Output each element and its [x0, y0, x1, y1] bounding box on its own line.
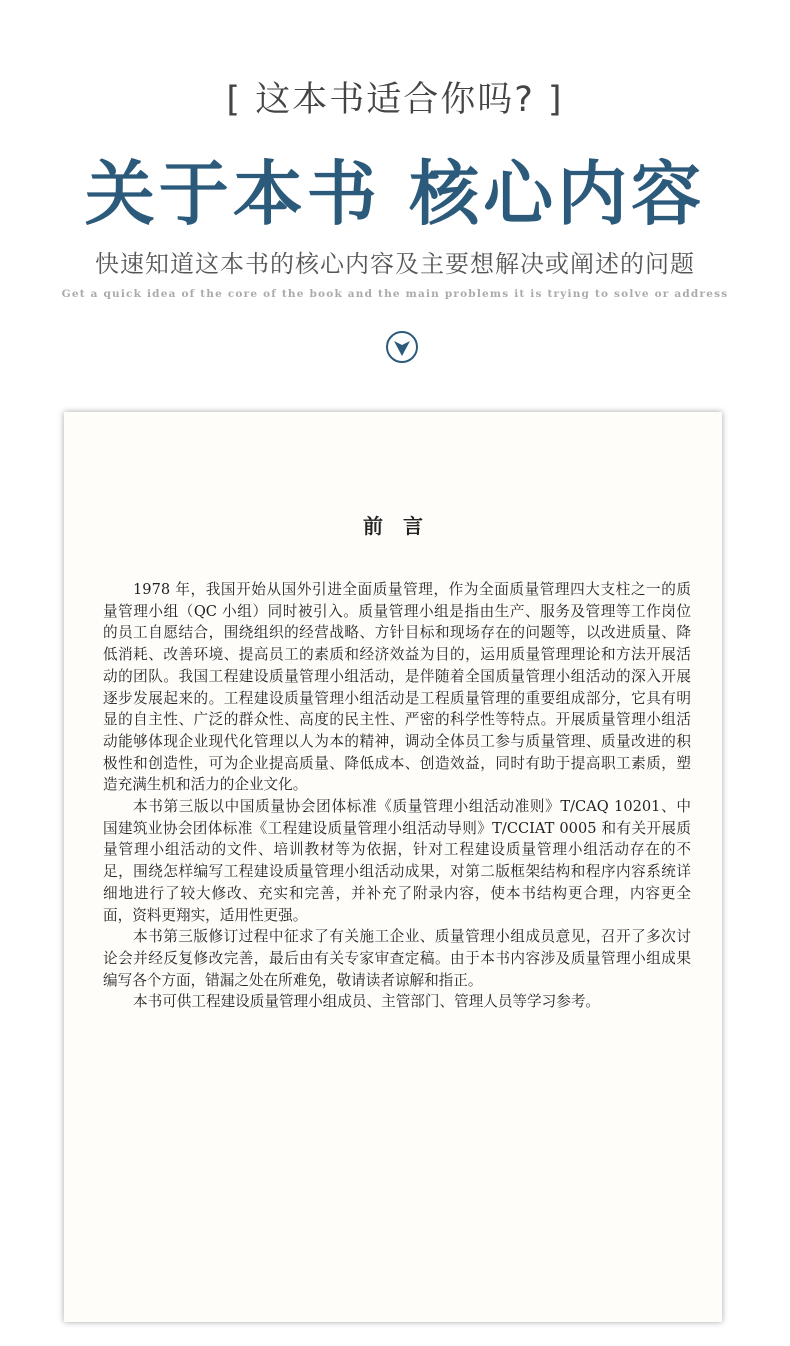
text-line: 本书第三版修订过程中征求了有关施工企业、质量管理小组成员意见，召开了多次讨	[133, 928, 691, 946]
text-line: 动的团队。我国工程建设质量管理小组活动，是伴随着全国质量管理小组活动的深入开展	[103, 667, 691, 685]
text-line: 细地进行了较大修改、充实和完善，并补充了附录内容，使本书结构更合理，内容更全	[103, 884, 691, 902]
text-line: 量管理小组活动的文件、培训教材等为依据，针对工程建设质量管理小组活动存在的不	[103, 841, 691, 859]
text-line: 量管理小组（QC 小组）同时被引入。质量管理小组是指由生产、服务及管理等工作岗位	[103, 602, 691, 620]
book-preface-page	[64, 412, 722, 1322]
preface-body	[103, 579, 691, 1013]
text-line: 显的自主性、广泛的群众性、高度的民主性、严密的科学性等特点。开展质量管理小组活	[103, 711, 691, 729]
section-question: [ 这本书适合你吗? ]	[226, 80, 564, 120]
text-line: 国建筑业协会团体标准《工程建设质量管理小组活动导则》T/CCIAT 0005 和有关开展质	[103, 819, 691, 837]
text-line: 低消耗、改善环境、提高员工的素质和经济效益为目的，运用质量管理理论和方法开展活	[103, 646, 691, 664]
text-line: 的员工自愿结合，围绕组织的经营战略、方针目标和现场存在的问题等，以改进质量、降	[103, 624, 691, 642]
preface-paragraph	[103, 926, 691, 991]
text-line: 造充满生机和活力的企业文化。	[103, 776, 308, 794]
text-line: 本书可供工程建设质量管理小组成员、主管部门、管理人员等学习参考。	[133, 993, 601, 1011]
text-line: 1978 年，我国开始从国外引进全面质量管理，作为全面质量管理四大支柱之一的质	[133, 581, 691, 598]
text-line: 逐步发展起来的。工程建设质量管理小组活动是工程质量管理的重要组成部分，它具有明	[103, 689, 691, 707]
text-line: 编写各个方面，错漏之处在所难免，敬请读者谅解和指正。	[103, 971, 483, 989]
preface-paragraph	[103, 796, 691, 926]
text-line: 本书第三版以中国质量协会团体标准《质量管理小组活动准则》T/CAQ 10201、中	[133, 798, 691, 816]
preface-heading: 前 言	[363, 514, 423, 538]
text-line: 极性和创造性，可为企业提高质量、降低成本、创造效益，同时有助于提高职工素质，塑	[103, 754, 691, 772]
subtitle-english: Get a quick idea of the core of the book and the main problems it is trying to solve or address	[61, 288, 729, 300]
text-line: 论会并经反复修改完善，最后由有关专家审查定稿。由于本书内容涉及质量管理小组成果	[103, 949, 691, 967]
page-title: 关于本书 核心内容	[84, 152, 706, 235]
subtitle: 快速知道这本书的核心内容及主要想解决或阐述的问题	[95, 250, 695, 278]
preface-paragraph	[103, 991, 691, 1013]
preface-paragraph	[103, 579, 691, 796]
text-line: 面，资料更翔实，适用性更强。	[103, 906, 308, 924]
text-line: 动能够体现企业现代化管理以人为本的精神，调动全体员工参与质量管理、质量改进的积	[103, 732, 691, 750]
text-line: 足，围绕怎样编写工程建设质量管理小组活动成果，对第二版框架结构和程序内容系统详	[103, 863, 691, 881]
chevron-down-circle-icon	[386, 331, 418, 363]
